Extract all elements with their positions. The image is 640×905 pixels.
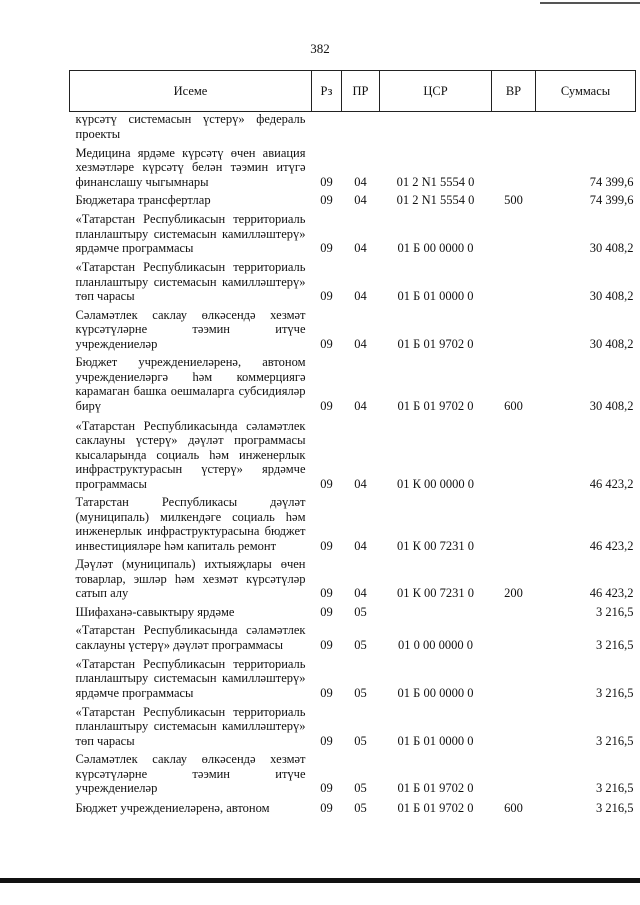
row-sum: 74 399,6 xyxy=(589,174,634,189)
table-row xyxy=(70,752,636,800)
row-name: «Татарстан Республикасында сәламәтлек саклауны үстерү» дәүләт программасы кысаларында социаль һәм инженерлык инфраструктурасын үстерү» ярдәмче программасы xyxy=(75,418,306,491)
row-sum: 46 423,2 xyxy=(589,538,634,553)
row-vr xyxy=(492,112,536,146)
bottom-border xyxy=(0,878,640,883)
row-pr: 04 xyxy=(354,538,367,553)
row-name: Шифаханә-савыктыру ярдәме xyxy=(75,604,235,619)
row-pr: 04 xyxy=(354,241,367,255)
row-csr: 01 Б 01 9702 0 xyxy=(397,801,474,815)
row-csr xyxy=(380,605,492,624)
table-row xyxy=(70,495,636,557)
row-csr: 01 2 N1 5554 0 xyxy=(396,193,475,207)
row-name: Татарстан Республикасы дәүләт (муниципаль) милкендәге социаль һәм инженерлык инфраструктурасына бюджет инвестицияләре һәм капиталь ремонт xyxy=(75,495,306,553)
table-row xyxy=(70,308,636,356)
row-sum: 3 216,5 xyxy=(596,801,634,815)
row-csr: 01 К 00 7231 0 xyxy=(396,586,475,600)
row-name: Сәламәтлек саклау өлкәсендә хезмәт күрсәтүләрне тәэмин итүче учреждениеләр xyxy=(75,752,306,795)
header-vr: ВР xyxy=(492,71,536,112)
row-rz: 09 xyxy=(320,336,333,351)
row-name: «Татарстан Республикасын территориаль планлаштыру системасын камилләштерү» ярдәмче программасы xyxy=(75,656,306,700)
header-pr: ПР xyxy=(342,71,380,112)
row-csr: 01 Б 01 9702 0 xyxy=(397,781,474,795)
row-vr xyxy=(492,495,536,557)
row-name: «Татарстан Республикасында сәламәтлек саклауны үстерү» дәүләт программасы xyxy=(75,623,306,652)
row-sum xyxy=(536,112,636,146)
row-rz: 09 xyxy=(320,604,333,619)
row-vr: 500 xyxy=(504,193,523,207)
row-rz: 09 xyxy=(320,193,333,207)
row-rz: 09 xyxy=(320,801,333,815)
row-sum: 30 408,2 xyxy=(589,398,634,413)
row-csr: 01 Б 01 9702 0 xyxy=(397,398,474,413)
row-pr: 04 xyxy=(354,289,367,303)
row-pr: 04 xyxy=(354,586,367,600)
row-rz: 09 xyxy=(320,174,333,189)
row-csr: 01 Б 00 0000 0 xyxy=(397,685,474,700)
row-rz: 09 xyxy=(320,685,333,700)
table-row xyxy=(70,800,636,820)
row-rz xyxy=(312,112,342,146)
row-vr xyxy=(492,704,536,752)
row-csr: 01 2 N1 5554 0 xyxy=(396,174,475,189)
row-csr: 01 Б 01 9702 0 xyxy=(397,336,474,351)
row-name: Сәламәтлек саклау өлкәсендә хезмәт күрсәтүләрне тәэмин итүче учреждениеләр xyxy=(75,307,306,351)
row-sum: 3 216,5 xyxy=(596,781,634,795)
table-row xyxy=(70,417,636,495)
row-vr xyxy=(492,260,536,308)
table-body xyxy=(70,112,636,820)
row-csr: 01 Б 01 0000 0 xyxy=(397,289,474,303)
row-pr: 05 xyxy=(354,604,367,619)
row-name: «Татарстан Республикасын территориаль планлаштыру системасын камилләштерү» төп чарасы xyxy=(75,704,306,748)
row-pr xyxy=(342,112,380,146)
row-vr xyxy=(492,145,536,193)
row-pr: 05 xyxy=(354,637,367,652)
table-row xyxy=(70,260,636,308)
row-pr: 04 xyxy=(354,336,367,351)
top-rule xyxy=(540,2,640,4)
row-vr xyxy=(492,752,536,800)
row-csr: 01 0 00 0000 0 xyxy=(398,637,473,652)
table-row xyxy=(70,112,636,146)
row-rz: 09 xyxy=(320,781,333,795)
row-pr: 05 xyxy=(354,801,367,815)
row-vr: 600 xyxy=(504,398,523,413)
table-header xyxy=(70,71,636,112)
row-vr xyxy=(492,417,536,495)
table-row xyxy=(70,623,636,656)
table-row xyxy=(70,212,636,260)
row-name: күрсәтү системасын үстерү» федераль проекты xyxy=(75,112,306,141)
header-name: Исеме xyxy=(70,71,312,112)
row-name: «Татарстан Республикасын территориаль планлаштыру системасын камилләштерү» ярдәмче программасы xyxy=(75,212,306,255)
table-row xyxy=(70,656,636,704)
header-csr: ЦСР xyxy=(380,71,492,112)
budget-table xyxy=(69,70,636,820)
row-sum: 30 408,2 xyxy=(589,241,634,255)
row-pr: 04 xyxy=(354,398,367,413)
row-rz: 09 xyxy=(320,241,333,255)
row-sum: 3 216,5 xyxy=(596,685,634,700)
table-row xyxy=(70,704,636,752)
row-rz: 09 xyxy=(320,398,333,413)
row-name: Бюджет учреждениеләренә, автоном учреждениеләргә һәм коммерциягә карамаган башка оешмаларга субсидияләр бирү xyxy=(75,355,306,413)
row-rz: 09 xyxy=(320,289,333,303)
row-sum: 46 423,2 xyxy=(589,586,634,600)
table-row xyxy=(70,605,636,624)
page-number: 382 xyxy=(310,41,330,56)
row-vr xyxy=(492,308,536,356)
row-sum: 30 408,2 xyxy=(589,336,634,351)
row-pr: 04 xyxy=(354,174,367,189)
row-name: Бюджетара трансфертлар xyxy=(75,193,211,207)
table-row xyxy=(70,557,636,605)
row-sum: 3 216,5 xyxy=(596,733,634,748)
row-rz: 09 xyxy=(320,733,333,748)
row-pr: 05 xyxy=(354,781,367,795)
row-vr: 600 xyxy=(504,801,523,815)
table-row xyxy=(70,355,636,417)
row-vr xyxy=(492,605,536,624)
row-vr: 200 xyxy=(504,586,523,600)
row-name: Медицина ярдәме күрсәтү өчен авиация хезмәтләре күрсәтү белән тәэмин итүгә финанслашу чыгымнары xyxy=(75,145,306,189)
table-row xyxy=(70,193,636,212)
header-rz: Рз xyxy=(312,71,342,112)
row-sum: 46 423,2 xyxy=(589,476,634,491)
row-vr xyxy=(492,623,536,656)
row-vr xyxy=(492,656,536,704)
row-name: Дәүләт (муниципаль) ихтыяҗлары өчен товарлар, эшләр һәм хезмәт күрсәтүләр сатып алу xyxy=(75,557,306,600)
row-pr: 04 xyxy=(354,193,367,207)
row-sum: 74 399,6 xyxy=(589,193,634,207)
header-sum: Суммасы xyxy=(536,71,636,112)
row-rz: 09 xyxy=(320,476,333,491)
row-csr: 01 К 00 7231 0 xyxy=(396,538,475,553)
table-row xyxy=(70,145,636,193)
row-csr: 01 К 00 0000 0 xyxy=(396,476,475,491)
row-sum: 3 216,5 xyxy=(596,604,634,619)
row-csr: 01 Б 01 0000 0 xyxy=(397,733,474,748)
row-sum: 30 408,2 xyxy=(589,289,634,303)
row-pr: 05 xyxy=(354,685,367,700)
row-rz: 09 xyxy=(320,586,333,600)
row-vr xyxy=(492,212,536,260)
row-csr: 01 Б 00 0000 0 xyxy=(397,241,474,255)
row-pr: 04 xyxy=(354,476,367,491)
row-name: Бюджет учреждениеләренә, автоном xyxy=(75,801,270,815)
row-rz: 09 xyxy=(320,538,333,553)
row-sum: 3 216,5 xyxy=(596,637,634,652)
row-rz: 09 xyxy=(320,637,333,652)
row-name: «Татарстан Республикасын территориаль планлаштыру системасын камилләштерү» төп чарасы xyxy=(75,260,306,303)
row-csr xyxy=(380,112,492,146)
row-pr: 05 xyxy=(354,733,367,748)
